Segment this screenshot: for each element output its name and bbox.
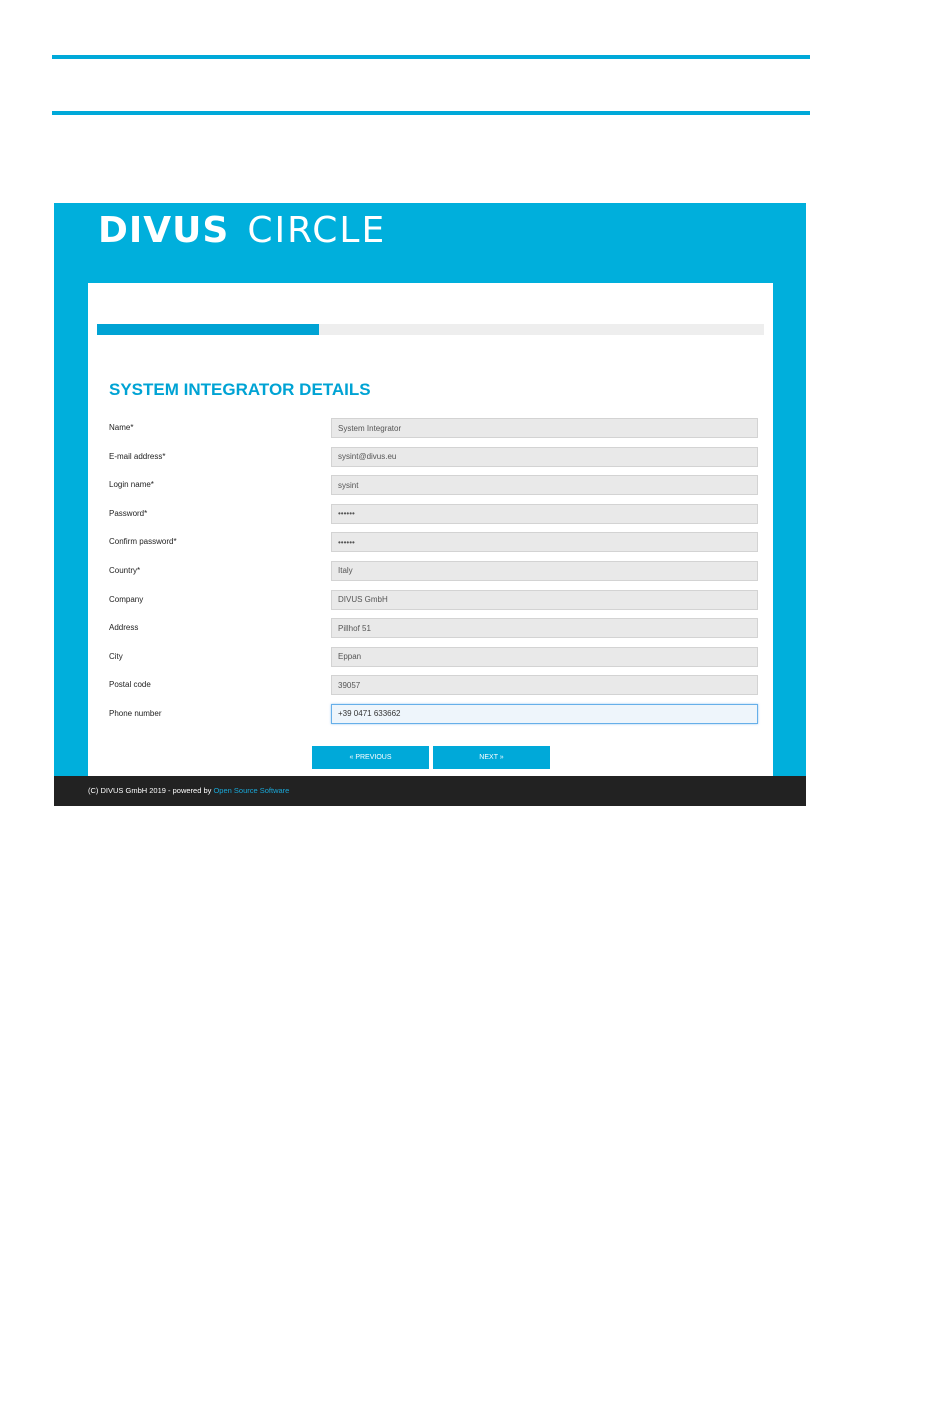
company-label: Company [109, 594, 144, 604]
field-row-country [88, 561, 773, 590]
address-field[interactable] [331, 618, 758, 638]
field-row-confirm-password [88, 532, 773, 561]
field-row-password [88, 504, 773, 533]
postal-code-label: Postal code [109, 680, 151, 690]
previous-button[interactable]: « PREVIOUS [312, 746, 429, 769]
open-source-link[interactable]: Open Source Software [213, 786, 290, 795]
field-row-phone [88, 704, 773, 733]
login-name-label: Login name* [109, 480, 154, 490]
brand-name-bold: DIVUS [98, 210, 230, 251]
field-row-login [88, 475, 773, 504]
field-row-company [88, 590, 773, 619]
address-label: Address [109, 623, 139, 633]
name-field[interactable] [331, 418, 758, 438]
password-field[interactable] [331, 504, 758, 524]
company-field[interactable] [331, 590, 758, 610]
footer [54, 776, 806, 806]
email-field[interactable] [331, 447, 758, 467]
city-label: City [109, 651, 123, 661]
phone-number-label: Phone number [109, 708, 162, 718]
field-row-email [88, 447, 773, 476]
footer-text [88, 776, 289, 806]
field-row-address [88, 618, 773, 647]
footer-copyright: (C) DIVUS GmbH 2019 - powered by [88, 786, 214, 795]
wizard-progress-fill [97, 324, 319, 335]
name-label: Name* [109, 423, 134, 432]
password-label: Password* [109, 508, 148, 518]
country-label: Country* [109, 565, 141, 575]
phone-number-field[interactable] [331, 704, 758, 724]
brand-logo [98, 211, 386, 251]
country-field[interactable] [331, 561, 758, 581]
field-row-postal-code [88, 675, 773, 704]
field-row-name [88, 418, 773, 447]
field-row-city [88, 647, 773, 676]
next-button[interactable]: NEXT » [433, 746, 550, 769]
city-field[interactable] [331, 647, 758, 667]
form-fields [88, 418, 773, 733]
confirm-password-field[interactable] [331, 532, 758, 552]
wizard-progress-bar [97, 324, 764, 335]
confirm-password-label: Confirm password* [109, 537, 177, 547]
app-window [54, 203, 806, 806]
email-label: E-mail address* [109, 451, 166, 461]
form-card [88, 283, 773, 776]
top-divider [52, 55, 810, 59]
brand-name-light: CIRCLE [247, 210, 387, 251]
form-title: SYSTEM INTEGRATOR DETAILS [109, 380, 371, 399]
bottom-divider [52, 111, 810, 115]
login-name-field[interactable] [331, 475, 758, 495]
postal-code-field[interactable] [331, 675, 758, 695]
